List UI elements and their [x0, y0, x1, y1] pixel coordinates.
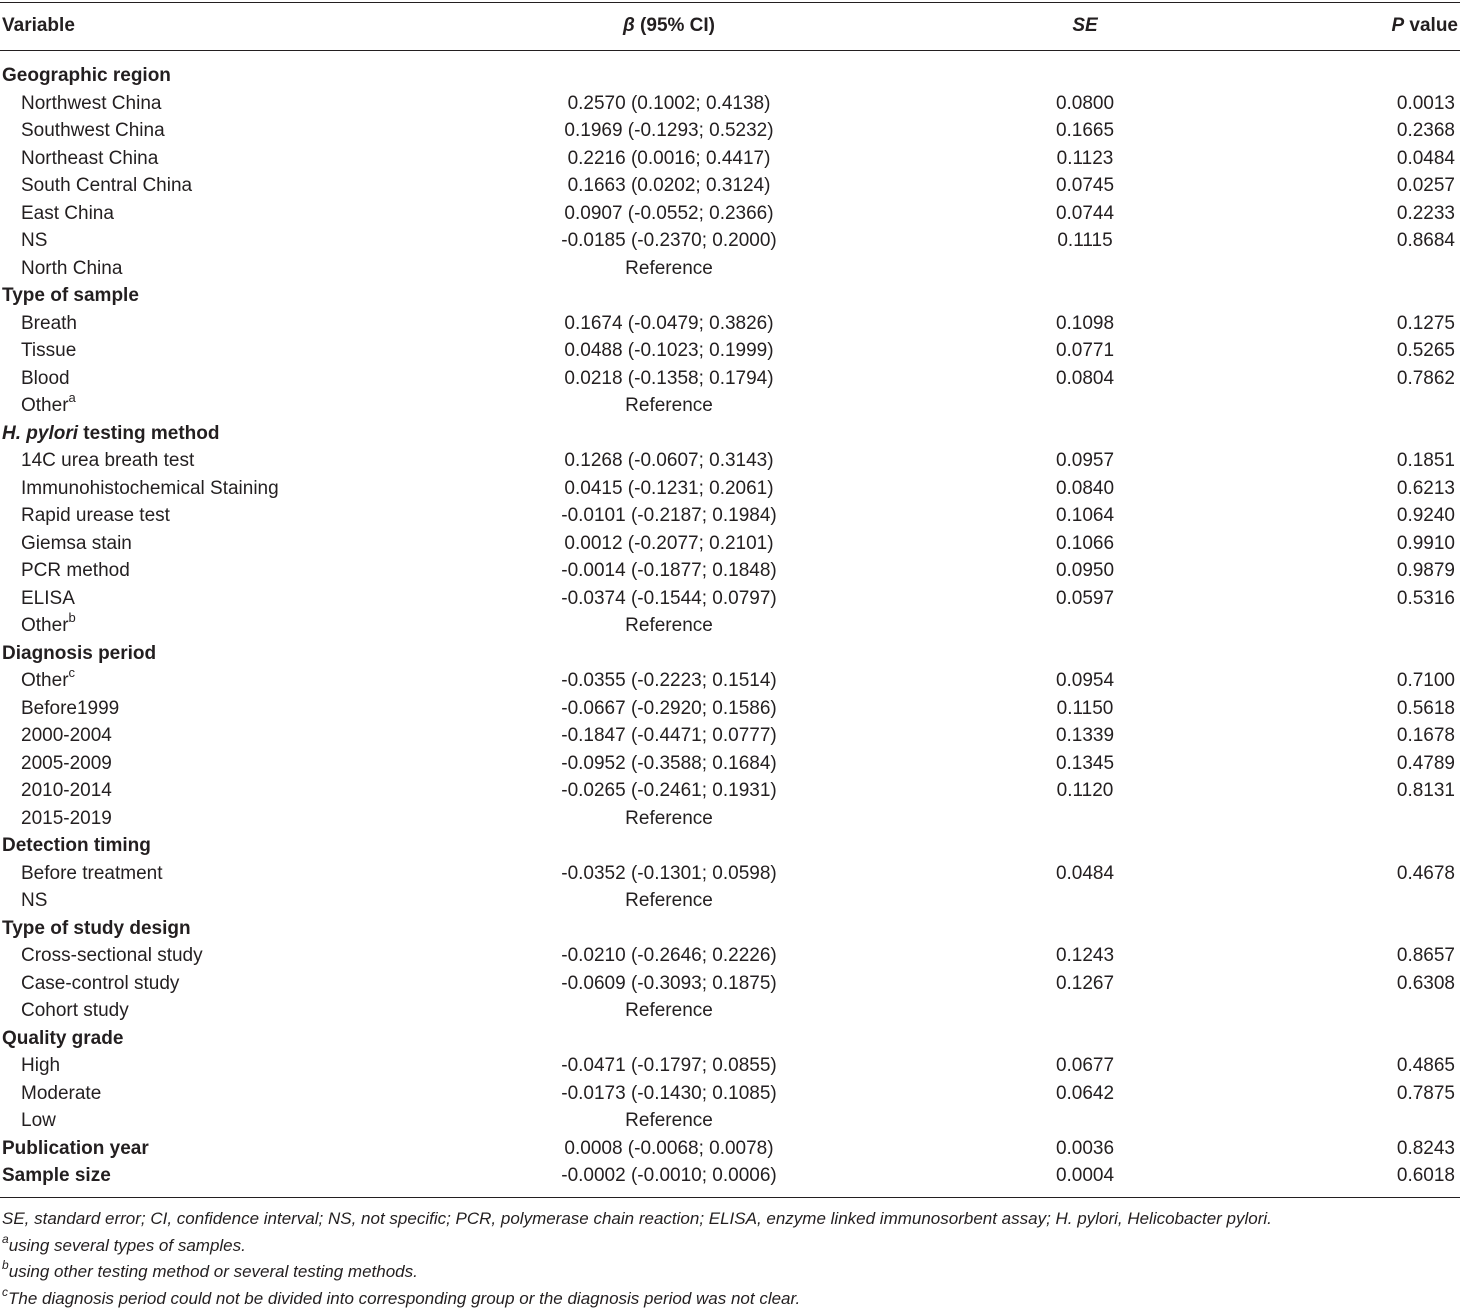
cell-variable: [21, 530, 132, 557]
cell-variable-text: 2015-2019: [21, 807, 112, 829]
header-se: SE: [1072, 15, 1098, 36]
cell-variable-text: 2005-2009: [21, 752, 112, 774]
cell-p-value: 0.6308: [1396, 972, 1455, 994]
cell-se: 0.0677: [1055, 1055, 1115, 1076]
cell-p-value: 0.9879: [1396, 560, 1455, 581]
header-ci-label: (95% CI): [634, 15, 716, 36]
cell-variable-text: North China: [21, 257, 123, 279]
cell-p-value: 0.2368: [1396, 120, 1455, 141]
table-row: [0, 887, 1460, 914]
cell-variable: [21, 609, 76, 639]
table-row: [0, 722, 1460, 749]
cell-beta-ci: -0.0352 (-0.1301; 0.0598): [561, 862, 777, 884]
table-row: [0, 475, 1460, 502]
cell-variable: [2, 640, 156, 667]
cell-variable-text: Northwest China: [21, 92, 162, 114]
cell-se: 0.1339: [1055, 725, 1115, 746]
cell-variable-text: Tissue: [21, 340, 77, 361]
cell-variable: [21, 695, 119, 722]
footnote: [2, 1207, 1272, 1231]
cell-variable-text: NS: [21, 890, 48, 911]
cell-variable: [21, 145, 158, 172]
cell-variable: [21, 970, 179, 997]
cell-p-value: 0.0484: [1396, 147, 1455, 169]
cell-variable-text: Cohort study: [21, 1000, 129, 1021]
cell-se: 0.1115: [1057, 230, 1113, 251]
cell-variable-text: 14C urea breath test: [21, 450, 195, 471]
cell-variable-text: Cross-sectional study: [21, 945, 203, 966]
cell-variable: [21, 557, 130, 584]
footnote-text: using several types of samples.: [8, 1235, 246, 1255]
header-rule: [0, 50, 1460, 51]
cell-variable: [21, 664, 76, 694]
cell-se: 0.1098: [1055, 312, 1115, 334]
cell-p-value: 0.6213: [1396, 477, 1455, 499]
cell-variable: [21, 117, 165, 144]
table-header-row: [0, 12, 1460, 39]
table-row: [0, 997, 1460, 1024]
cell-beta-ci: 0.2570 (0.1002; 0.4138): [567, 92, 771, 114]
cell-variable-text: NS: [21, 230, 48, 251]
cell-variable: [2, 420, 219, 447]
table-category-row: [0, 1135, 1460, 1162]
cell-variable-text: Rapid urease test: [21, 505, 170, 526]
cell-variable-text: Blood: [21, 367, 70, 389]
table-category-row: [0, 1025, 1460, 1052]
cell-se: 0.1243: [1055, 945, 1115, 966]
cell-variable: [2, 1025, 123, 1052]
cell-beta-ci: -0.0667 (-0.2920; 0.1586): [561, 697, 777, 719]
table-category-row: [0, 62, 1460, 89]
cell-p-value: 0.0013: [1396, 92, 1455, 114]
cell-variable-text: Geographic region: [2, 65, 171, 86]
cell-se: 0.0484: [1055, 862, 1115, 884]
cell-se: 0.0597: [1055, 587, 1115, 609]
cell-variable-text: Breath: [21, 312, 77, 334]
cell-variable-text: East China: [21, 202, 114, 224]
cell-variable-text: Type of sample: [2, 285, 139, 306]
table-row: [0, 90, 1460, 117]
table-row: [0, 389, 1460, 419]
cell-variable-text: Giemsa stain: [21, 532, 132, 554]
cell-variable-text: Immunohistochemical Staining: [21, 477, 279, 499]
cell-p-value: 0.4865: [1396, 1055, 1455, 1076]
cell-se: 0.1267: [1055, 972, 1115, 994]
cell-beta-ci: 0.1268 (-0.0607; 0.3143): [564, 450, 774, 471]
cell-beta-ci: Reference: [625, 615, 713, 636]
header-p-label: value: [1404, 15, 1458, 36]
cell-se: 0.1064: [1055, 505, 1115, 526]
table-row: [0, 200, 1460, 227]
cell-p-value: 0.1678: [1396, 725, 1455, 746]
table-row: [0, 1107, 1460, 1134]
cell-variable-text: Detection timing: [2, 835, 151, 856]
cell-variable-text: Before treatment: [21, 862, 163, 884]
cell-variable-text: Quality grade: [2, 1027, 124, 1049]
table-category-row: [0, 420, 1460, 447]
footnote: [2, 1260, 418, 1284]
table-row: [0, 1052, 1460, 1079]
cell-se: 0.1120: [1056, 780, 1114, 801]
header-variable: Variable: [2, 15, 75, 36]
table-row: [0, 942, 1460, 969]
cell-beta-ci: Reference: [625, 257, 713, 279]
table-row: [0, 557, 1460, 584]
cell-se: 0.0800: [1055, 92, 1115, 114]
cell-beta-ci: -0.0952 (-0.3588; 0.1684): [561, 752, 777, 774]
cell-beta-ci: Reference: [625, 1110, 713, 1131]
header-p-symbol: P: [1391, 15, 1405, 36]
cell-variable: [2, 832, 151, 859]
footnote-marker: c: [68, 664, 76, 680]
cell-variable: [21, 1052, 60, 1079]
cell-variable-text: 2000-2004: [21, 725, 112, 746]
cell-p-value: 0.5618: [1396, 697, 1455, 719]
table-row: [0, 695, 1460, 722]
table-category-row: [0, 1162, 1460, 1189]
cell-p-value: 0.1275: [1396, 312, 1455, 334]
cell-variable: [21, 227, 47, 254]
footnote-marker: b: [2, 1258, 9, 1273]
table-row: [0, 145, 1460, 172]
cell-beta-ci: Reference: [625, 395, 713, 416]
cell-variable-text: Type of study design: [2, 917, 191, 939]
cell-p-value: 0.6018: [1396, 1165, 1455, 1186]
cell-beta-ci: -0.0471 (-0.1797; 0.0855): [561, 1055, 777, 1076]
cell-beta-ci: -0.0002 (-0.0010; 0.0006): [561, 1165, 777, 1186]
cell-p-value: 0.8243: [1396, 1137, 1455, 1159]
cell-variable: [21, 942, 203, 969]
cell-se: 0.0957: [1055, 450, 1115, 471]
bottom-rule: [0, 1197, 1460, 1198]
cell-variable: [21, 337, 76, 364]
footnote-text: SE, standard error; CI, confidence interval; NS, not specific; PCR, polymerase chain reaction; ELISA, enzyme linked immunosorbent assay; H. pylori, Helicobacter pylori.: [2, 1209, 1272, 1228]
cell-beta-ci: -0.0355 (-0.2223; 0.1514): [561, 670, 777, 691]
cell-variable: [21, 722, 112, 749]
cell-variable: [21, 585, 75, 612]
cell-variable-text: Other: [21, 615, 69, 636]
cell-beta-ci: 0.0907 (-0.0552; 0.2366): [564, 202, 774, 224]
cell-beta-ci: -0.0014 (-0.1877; 0.1848): [561, 560, 777, 581]
cell-se: 0.0950: [1055, 560, 1115, 581]
footnote-marker: a: [2, 1231, 9, 1246]
top-rule: [0, 2, 1460, 3]
table-row: [0, 530, 1460, 557]
cell-variable-text: Diagnosis period: [2, 642, 157, 664]
table-category-row: [0, 282, 1460, 309]
cell-beta-ci: -0.0185 (-0.2370; 0.2000): [561, 230, 777, 251]
cell-variable: [21, 502, 170, 529]
cell-variable: [21, 90, 161, 117]
cell-variable-text: ELISA: [21, 587, 75, 609]
cell-beta-ci: Reference: [625, 807, 713, 829]
table-row: [0, 1080, 1460, 1107]
cell-se: 0.1345: [1055, 752, 1115, 774]
cell-variable: [21, 750, 112, 777]
cell-variable: [21, 997, 129, 1024]
table-row: [0, 502, 1460, 529]
footnote-marker: c: [2, 1284, 8, 1299]
cell-variable: [2, 915, 191, 942]
table-row: [0, 860, 1460, 887]
cell-p-value: 0.7862: [1396, 367, 1455, 389]
cell-variable: [21, 365, 70, 392]
cell-p-value: 0.5316: [1396, 587, 1455, 609]
table-category-row: [0, 832, 1460, 859]
cell-variable-text: Other: [21, 395, 69, 416]
cell-variable-italic: H. pylori: [2, 422, 79, 444]
table-row: [0, 255, 1460, 282]
table-row: [0, 227, 1460, 254]
cell-se: 0.1123: [1056, 147, 1114, 169]
cell-variable: [21, 860, 163, 887]
cell-variable: [21, 310, 77, 337]
table-row: [0, 447, 1460, 474]
table-row: [0, 310, 1460, 337]
cell-variable-text: Publication year: [2, 1137, 149, 1159]
cell-variable: [21, 475, 279, 502]
cell-beta-ci: -0.0374 (-0.1544; 0.0797): [561, 587, 777, 609]
cell-variable-text: Other: [21, 670, 69, 691]
cell-variable-text: High: [21, 1055, 61, 1076]
cell-beta-ci: 0.0218 (-0.1358; 0.1794): [564, 367, 774, 389]
cell-beta-ci: -0.0609 (-0.3093; 0.1875): [561, 972, 777, 994]
cell-variable-text: Before1999: [21, 697, 120, 719]
cell-variable-text: PCR method: [21, 560, 130, 581]
table-row: [0, 117, 1460, 144]
footnote-marker: a: [68, 389, 76, 405]
cell-beta-ci: -0.0265 (-0.2461; 0.1931): [561, 780, 777, 801]
cell-variable: [2, 62, 171, 89]
footnote-marker: b: [68, 609, 76, 625]
cell-variable: [2, 1135, 149, 1162]
cell-beta-ci: 0.0488 (-0.1023; 0.1999): [564, 340, 774, 361]
cell-se: 0.0804: [1055, 367, 1115, 389]
table-category-row: [0, 640, 1460, 667]
header-beta-ci: [623, 12, 715, 39]
cell-variable: [21, 200, 114, 227]
cell-beta-ci: -0.0101 (-0.2187; 0.1984): [561, 505, 777, 526]
cell-variable: [21, 389, 76, 419]
table-row: [0, 970, 1460, 997]
cell-p-value: 0.4789: [1396, 752, 1455, 774]
cell-p-value: 0.9240: [1396, 505, 1455, 526]
header-beta-symbol: β: [622, 15, 635, 36]
cell-variable-text: 2010-2014: [21, 780, 112, 801]
table-row: [0, 750, 1460, 777]
cell-beta-ci: -0.1847 (-0.4471; 0.0777): [561, 725, 777, 746]
cell-se: 0.0642: [1055, 1082, 1115, 1104]
cell-variable: [21, 1107, 56, 1134]
cell-variable-text: Case-control study: [21, 972, 180, 994]
cell-se: 0.0745: [1055, 175, 1115, 196]
cell-beta-ci: -0.0173 (-0.1430; 0.1085): [561, 1082, 777, 1104]
cell-beta-ci: -0.0210 (-0.2646; 0.2226): [561, 945, 777, 966]
footnote-text: The diagnosis period could not be divided into corresponding group or the diagnosis period was not clear.: [8, 1288, 801, 1308]
cell-beta-ci: 0.1663 (0.0202; 0.3124): [567, 175, 771, 196]
cell-variable: [21, 777, 112, 804]
table-row: [0, 172, 1460, 199]
cell-se: 0.0036: [1055, 1137, 1115, 1159]
cell-variable: [2, 1162, 111, 1189]
cell-variable-text: Northeast China: [21, 147, 159, 169]
cell-variable-text: testing method: [78, 422, 220, 444]
cell-se: 0.1066: [1055, 532, 1115, 554]
cell-se: 0.0004: [1055, 1165, 1115, 1186]
cell-se: 0.0954: [1055, 670, 1115, 691]
cell-variable: [21, 887, 47, 914]
table-row: [0, 805, 1460, 832]
table-category-row: [0, 915, 1460, 942]
table-row: [0, 609, 1460, 639]
cell-beta-ci: Reference: [625, 1000, 713, 1021]
cell-se: 0.1665: [1055, 120, 1115, 141]
cell-variable: [21, 1080, 101, 1107]
cell-p-value: 0.9910: [1396, 532, 1455, 554]
cell-beta-ci: 0.0415 (-0.1231; 0.2061): [564, 477, 774, 499]
cell-p-value: 0.1851: [1396, 450, 1455, 471]
cell-p-value: 0.5265: [1396, 340, 1455, 361]
cell-se: 0.0771: [1055, 340, 1115, 361]
cell-variable-text: Moderate: [21, 1082, 102, 1104]
cell-se: 0.1150: [1056, 697, 1114, 719]
cell-p-value: 0.8131: [1396, 780, 1455, 801]
table-row: [0, 365, 1460, 392]
cell-variable-text: Sample size: [2, 1165, 111, 1186]
footnote: [2, 1231, 246, 1258]
cell-p-value: 0.7100: [1396, 670, 1455, 691]
cell-variable: [2, 282, 139, 309]
cell-p-value: 0.7875: [1396, 1082, 1455, 1104]
header-p-value: [1391, 12, 1458, 39]
footnote-text: using other testing method or several testing methods.: [8, 1262, 418, 1281]
cell-variable-text: South Central China: [21, 175, 193, 196]
table-row: [0, 777, 1460, 804]
cell-beta-ci: 0.1674 (-0.0479; 0.3826): [564, 312, 774, 334]
cell-beta-ci: 0.2216 (0.0016; 0.4417): [567, 147, 771, 169]
cell-p-value: 0.8657: [1396, 945, 1455, 966]
cell-p-value: 0.8684: [1396, 230, 1455, 251]
cell-se: 0.0840: [1055, 477, 1115, 499]
cell-p-value: 0.4678: [1396, 862, 1455, 884]
cell-variable: [21, 255, 122, 282]
cell-p-value: 0.0257: [1396, 175, 1455, 196]
cell-se: 0.0744: [1055, 202, 1115, 224]
cell-p-value: 0.2233: [1396, 202, 1455, 224]
table-row: [0, 337, 1460, 364]
cell-variable: [21, 805, 112, 832]
cell-variable: [21, 447, 194, 474]
cell-beta-ci: 0.0008 (-0.0068; 0.0078): [564, 1137, 774, 1159]
cell-variable: [21, 172, 192, 199]
table-row: [0, 585, 1460, 612]
table-row: [0, 664, 1460, 694]
cell-variable-text: Low: [21, 1110, 56, 1131]
cell-beta-ci: 0.0012 (-0.2077; 0.2101): [564, 532, 774, 554]
cell-variable-text: Southwest China: [21, 120, 165, 141]
cell-beta-ci: 0.1969 (-0.1293; 0.5232): [564, 120, 774, 141]
cell-beta-ci: Reference: [625, 890, 713, 911]
